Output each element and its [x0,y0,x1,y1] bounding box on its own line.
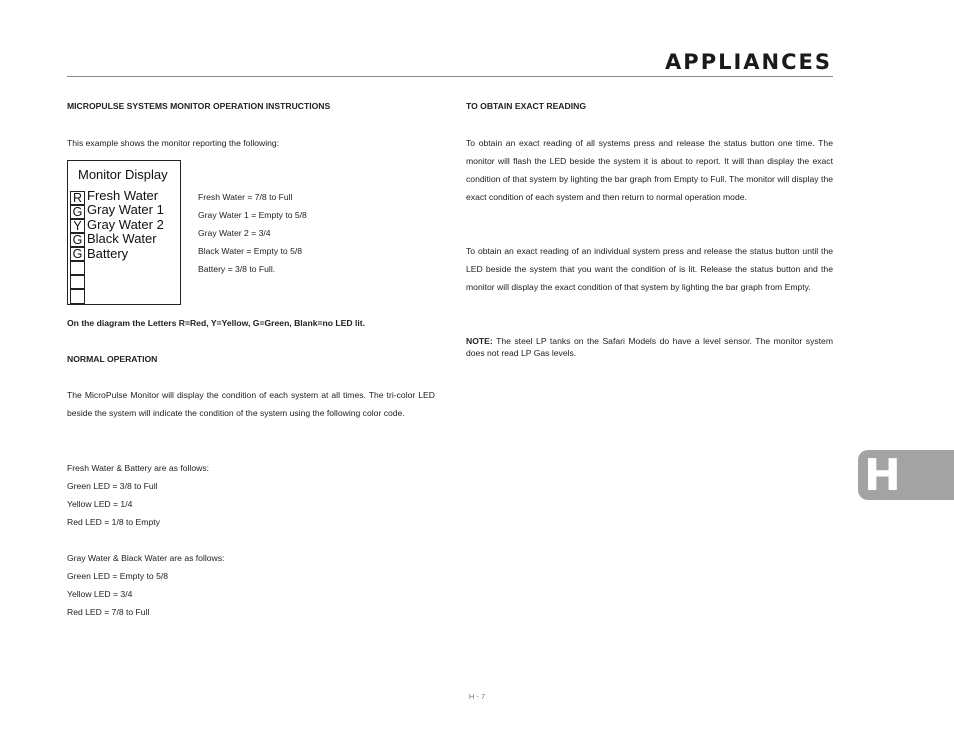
gray-black-yellow: Yellow LED = 3/4 [67,589,133,599]
lp-note [466,335,833,359]
system-label-fresh-water: Fresh Water [87,188,159,203]
fresh-battery-green: Green LED = 3/8 to Full [67,481,158,491]
monitor-display-diagram [67,160,181,305]
header-divider [67,76,833,77]
fresh-battery-red: Red LED = 1/8 to Empty [67,517,160,527]
page-title: APPLIANCES [665,50,832,74]
legend-black-water: Black Water = Empty to 5/8 [198,246,303,256]
exact-reading-all-text: To obtain an exact reading of all systems press and release the status button one time. The monitor will flash the LED beside the system it is about to report. It will than display the exact condition of that system by lighting the bar graph from Empty to Full. The monitor will display the exact condition of each system and then return to normal operation mode. [466,138,833,202]
exact-reading-individual-text: To obtain an exact reading of an individual system press and release the status button until the LED beside the system that you want the condition of is lit. Release the status button and the monitor will display the exact condition of that system by lighting the bar graph from Empty. [466,246,833,292]
section-heading-exact-reading: TO OBTAIN EXACT READING [466,101,586,111]
led-gray-water-2: Y [70,219,85,233]
led-blank-1 [70,261,85,275]
led-fresh-water: R [70,191,85,205]
gray-black-green: Green LED = Empty to 5/8 [67,571,169,581]
system-label-gray-water-1: Gray Water 1 [87,202,164,217]
legend-fresh-water: Fresh Water = 7/8 to Full [198,192,293,202]
note-text: The steel LP tanks on the Safari Models do have a level sensor. The monitor system does not read LP Gas levels. [466,336,833,358]
led-black-water: G [70,233,85,247]
page-number: H - 7 [468,692,486,701]
system-label-battery: Battery [87,246,129,261]
monitor-title: Monitor Display [78,167,168,182]
section-heading-instructions: MICROPULSE SYSTEMS MONITOR OPERATION INSTRUCTIONS [67,101,331,111]
led-gray-water-1: G [70,205,85,219]
section-tab [858,450,954,500]
normal-operation-text: The MicroPulse Monitor will display the condition of each system at all times. The tri-color LED beside the system will indicate the condition of the system using the following color code. [67,390,435,418]
diagram-note: On the diagram the Letters R=Red, Y=Yellow, G=Green, Blank=no LED lit. [67,318,365,328]
fresh-battery-intro: Fresh Water & Battery are as follows: [67,463,210,473]
legend-gray-water-2: Gray Water 2 = 3/4 [198,228,271,238]
note-label: NOTE: [466,336,493,346]
led-battery: G [70,247,85,261]
section-tab-letter: H [864,450,901,501]
section-heading-normal-operation: NORMAL OPERATION [67,354,158,364]
gray-black-red: Red LED = 7/8 to Full [67,607,150,617]
system-label-gray-water-2: Gray Water 2 [87,217,164,232]
led-blank-2 [70,275,85,289]
fresh-battery-yellow: Yellow LED = 1/4 [67,499,133,509]
led-blank-3 [70,289,85,304]
system-label-black-water: Black Water [87,231,157,246]
gray-black-intro: Gray Water & Black Water are as follows: [67,553,225,563]
legend-gray-water-1: Gray Water 1 = Empty to 5/8 [198,210,307,220]
intro-text: This example shows the monitor reporting the following: [67,138,280,148]
legend-battery: Battery = 3/8 to Full. [198,264,276,274]
